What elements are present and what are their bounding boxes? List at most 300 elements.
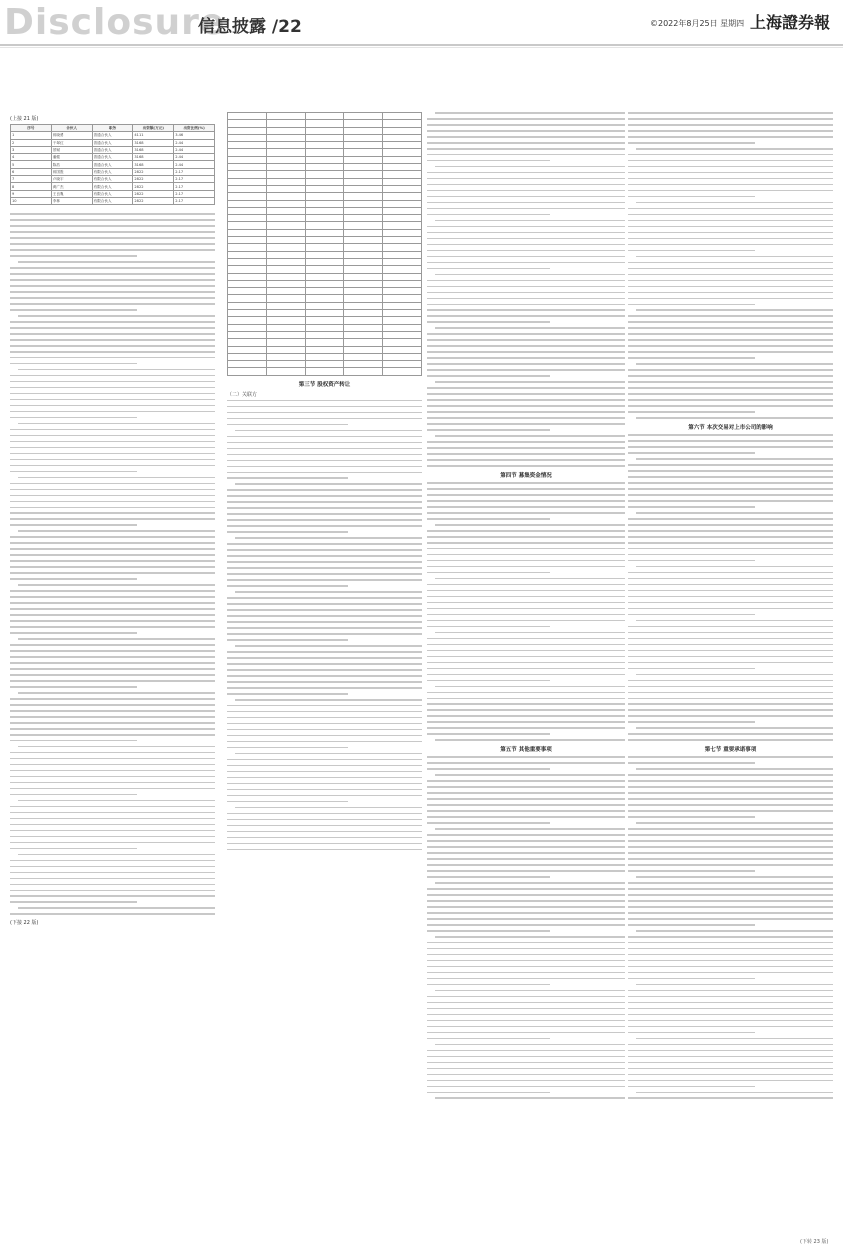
table-row	[228, 295, 422, 302]
text-line	[628, 1080, 833, 1082]
text-line	[10, 542, 215, 544]
text-line	[628, 196, 755, 198]
body-text	[427, 482, 625, 741]
text-line	[628, 292, 833, 294]
text-line	[628, 721, 755, 723]
text-line	[18, 746, 215, 748]
table-cell	[305, 331, 344, 338]
text-line	[628, 542, 833, 544]
text-line	[628, 446, 833, 448]
text-line	[628, 464, 833, 466]
table-cell	[228, 331, 267, 338]
table-cell: 普通合伙人	[92, 132, 133, 139]
text-line	[427, 614, 625, 616]
text-line	[227, 507, 422, 509]
text-line	[10, 752, 215, 754]
table-cell: 3168	[133, 161, 174, 168]
body-text	[10, 213, 215, 915]
section-heading: 第六节 本次交易对上市公司的影响	[688, 425, 773, 432]
table-cell	[266, 156, 305, 163]
text-line	[628, 1014, 833, 1016]
text-line	[227, 400, 422, 402]
text-line	[628, 1002, 833, 1004]
text-line	[10, 608, 215, 610]
table-cell	[266, 331, 305, 338]
text-line	[636, 876, 833, 878]
text-line	[628, 942, 833, 944]
text-line	[10, 339, 215, 341]
table-cell	[228, 368, 267, 375]
text-line	[628, 692, 833, 694]
text-line	[628, 112, 833, 114]
table-cell	[383, 222, 422, 229]
text-line	[628, 154, 833, 156]
text-line	[427, 190, 625, 192]
text-line	[227, 573, 422, 575]
text-line	[427, 846, 625, 848]
text-line	[628, 638, 833, 640]
text-line	[10, 524, 137, 526]
table-cell	[228, 280, 267, 287]
masthead-rule-thin	[0, 47, 843, 48]
table-row	[228, 310, 422, 317]
text-line	[227, 442, 422, 444]
text-line	[227, 777, 422, 779]
table-cell: 有限合伙人	[92, 190, 133, 197]
table-cell	[344, 164, 383, 171]
text-line	[427, 709, 625, 711]
text-line	[427, 816, 625, 818]
text-line	[427, 762, 625, 764]
text-line	[10, 285, 215, 287]
text-line	[427, 1032, 625, 1034]
text-line	[427, 363, 625, 365]
table-cell	[305, 164, 344, 171]
table-cell	[266, 339, 305, 346]
table-cell	[305, 280, 344, 287]
text-line	[427, 351, 625, 353]
table-cell	[266, 266, 305, 273]
table-cell: 10	[11, 197, 52, 204]
text-line	[10, 459, 215, 461]
text-line	[227, 436, 422, 438]
text-line	[628, 608, 833, 610]
table-cell	[344, 127, 383, 134]
table-cell	[383, 346, 422, 353]
table-cell	[344, 288, 383, 295]
text-line	[227, 687, 422, 689]
text-line	[10, 776, 215, 778]
next-page-note: (下接 22 版)	[10, 920, 39, 927]
table-cell	[344, 171, 383, 178]
table-cell: 4111	[133, 132, 174, 139]
text-line	[427, 727, 625, 729]
table-cell	[305, 237, 344, 244]
table-cell	[383, 339, 422, 346]
text-line	[427, 900, 625, 902]
text-line	[427, 954, 625, 956]
text-line	[427, 756, 625, 758]
text-line	[10, 686, 137, 688]
table-cell	[228, 258, 267, 265]
text-line	[628, 1062, 833, 1064]
text-line	[427, 244, 625, 246]
text-line	[10, 913, 215, 915]
text-line	[10, 704, 215, 706]
table-cell: 2.17	[174, 190, 215, 197]
text-line	[628, 756, 833, 758]
subsection-heading: （二）关联方	[227, 391, 258, 398]
text-line	[636, 822, 833, 824]
table-row	[228, 266, 422, 273]
table-cell: 普通合伙人	[92, 139, 133, 146]
table-cell: 王良胤	[51, 190, 92, 197]
text-line	[435, 1044, 625, 1046]
table-cell: 2.44	[174, 146, 215, 153]
text-line	[227, 621, 422, 623]
text-line	[427, 530, 625, 532]
table-cell	[344, 310, 383, 317]
text-line	[227, 669, 422, 671]
text-line	[427, 154, 625, 156]
text-line	[227, 609, 422, 611]
text-line	[227, 448, 422, 450]
text-line	[628, 900, 833, 902]
table-cell	[266, 251, 305, 258]
masthead-rule	[0, 44, 843, 46]
table-cell	[383, 237, 422, 244]
text-line	[10, 327, 215, 329]
text-line	[628, 810, 833, 812]
table-cell	[383, 200, 422, 207]
text-line	[10, 901, 137, 903]
text-line	[435, 936, 625, 938]
table-cell	[305, 193, 344, 200]
table-cell	[228, 120, 267, 127]
text-line	[227, 831, 422, 833]
text-line	[427, 1038, 550, 1040]
table-cell: 2.17	[174, 168, 215, 175]
text-line	[435, 112, 625, 114]
table-cell	[305, 113, 344, 120]
table-cell: 2.17	[174, 183, 215, 190]
text-line	[18, 854, 215, 856]
text-line	[235, 483, 422, 485]
text-line	[10, 219, 215, 221]
text-line	[427, 1008, 625, 1010]
text-line	[628, 644, 833, 646]
table-cell	[228, 164, 267, 171]
text-line	[427, 423, 625, 425]
text-line	[628, 774, 833, 776]
text-line	[427, 357, 625, 359]
table-cell	[383, 361, 422, 368]
table-cell	[305, 258, 344, 265]
text-line	[10, 405, 215, 407]
text-line	[628, 578, 833, 580]
text-line	[636, 417, 833, 419]
text-line	[227, 813, 422, 815]
text-line	[227, 837, 422, 839]
table-row	[228, 142, 422, 149]
text-line	[427, 512, 625, 514]
text-line	[628, 518, 833, 520]
table-cell	[305, 156, 344, 163]
text-line	[427, 387, 625, 389]
text-line	[628, 160, 833, 162]
table-cell	[228, 200, 267, 207]
text-line	[628, 739, 833, 741]
text-line	[628, 924, 755, 926]
text-line	[10, 279, 215, 281]
text-line	[427, 286, 625, 288]
table-cell	[383, 295, 422, 302]
text-line	[10, 267, 215, 269]
table-cell	[344, 258, 383, 265]
text-line	[10, 895, 215, 897]
table-cell	[266, 164, 305, 171]
text-line	[628, 321, 833, 323]
table-cell	[383, 266, 422, 273]
text-line	[427, 638, 625, 640]
text-line	[628, 918, 833, 920]
table-cell	[266, 149, 305, 156]
text-line	[628, 238, 833, 240]
table-cell: 9	[11, 190, 52, 197]
table-row	[11, 132, 215, 139]
table-row	[228, 280, 422, 287]
text-line	[10, 453, 215, 455]
text-line	[227, 765, 422, 767]
text-line	[427, 1074, 625, 1076]
table-cell	[305, 339, 344, 346]
text-line	[227, 466, 422, 468]
text-line	[10, 393, 215, 395]
text-line	[18, 315, 215, 317]
table-cell: 3168	[133, 146, 174, 153]
text-line	[628, 548, 833, 550]
table-cell	[344, 215, 383, 222]
table-row	[11, 176, 215, 183]
text-line	[427, 966, 625, 968]
text-line	[628, 1074, 833, 1076]
table-cell	[228, 317, 267, 324]
table-cell: 陈浩	[51, 161, 92, 168]
text-line	[628, 840, 833, 842]
text-line	[427, 650, 625, 652]
table-cell	[266, 317, 305, 324]
table-cell	[305, 229, 344, 236]
table-cell	[228, 178, 267, 185]
text-line	[227, 519, 422, 521]
text-line	[10, 872, 215, 874]
text-line	[435, 828, 625, 830]
table-row	[228, 331, 422, 338]
text-line	[10, 596, 215, 598]
table-cell	[305, 273, 344, 280]
text-line	[427, 232, 625, 234]
text-line	[10, 722, 215, 724]
text-line	[427, 369, 625, 371]
table-cell	[383, 331, 422, 338]
text-line	[427, 620, 625, 622]
text-line	[10, 842, 215, 844]
text-line	[427, 268, 550, 270]
text-line	[10, 626, 215, 628]
table-row	[228, 258, 422, 265]
text-line	[10, 554, 215, 556]
table-cell: 黄广杰	[51, 183, 92, 190]
text-line	[227, 627, 422, 629]
text-line	[427, 960, 625, 962]
text-line	[628, 828, 833, 830]
text-line	[427, 542, 625, 544]
text-line	[427, 1014, 625, 1016]
table-cell	[305, 222, 344, 229]
text-line	[628, 780, 833, 782]
text-line	[427, 250, 625, 252]
table-cell	[228, 193, 267, 200]
text-line	[628, 268, 833, 270]
text-line	[227, 759, 422, 761]
text-line	[227, 615, 422, 617]
table-row	[11, 190, 215, 197]
text-line	[636, 1038, 833, 1040]
text-line	[10, 770, 215, 772]
text-line	[435, 327, 625, 329]
text-line	[435, 578, 625, 580]
section-heading: 第四节 募集资金情况	[500, 473, 552, 480]
table-cell	[344, 331, 383, 338]
table-row	[228, 361, 422, 368]
text-line	[427, 333, 625, 335]
text-line	[227, 717, 422, 719]
text-line	[427, 321, 550, 323]
text-line	[427, 852, 625, 854]
text-line	[427, 393, 625, 395]
text-line	[628, 870, 755, 872]
text-line	[227, 663, 422, 665]
text-line	[628, 590, 833, 592]
text-line	[628, 232, 833, 234]
text-line	[427, 1056, 625, 1058]
text-line	[10, 548, 215, 550]
text-line	[427, 554, 625, 556]
table-cell	[344, 273, 383, 280]
table-cell	[228, 113, 267, 120]
text-line	[427, 792, 625, 794]
table-row	[228, 193, 422, 200]
text-line	[427, 948, 625, 950]
table-cell	[344, 361, 383, 368]
text-line	[235, 807, 422, 809]
text-line	[427, 876, 550, 878]
text-line	[636, 620, 833, 622]
text-line	[227, 657, 422, 659]
table-row	[228, 353, 422, 360]
text-line	[227, 675, 422, 677]
text-line	[427, 721, 625, 723]
table-cell	[266, 244, 305, 251]
text-line	[628, 650, 833, 652]
table-cell	[266, 178, 305, 185]
text-line	[10, 662, 215, 664]
text-line	[427, 930, 550, 932]
text-line	[628, 762, 755, 764]
text-line	[10, 830, 215, 832]
table-cell: 3168	[133, 154, 174, 161]
text-line	[427, 590, 625, 592]
text-line	[18, 530, 215, 532]
section-title: 信息披露 /22	[198, 17, 302, 37]
table-cell	[228, 346, 267, 353]
table-cell	[305, 288, 344, 295]
text-line	[10, 483, 215, 485]
text-line	[427, 834, 625, 836]
text-line	[427, 942, 625, 944]
text-line	[427, 429, 550, 431]
text-line	[636, 458, 833, 460]
text-line	[628, 280, 833, 282]
text-line	[427, 1050, 625, 1052]
text-line	[10, 674, 215, 676]
table-cell	[266, 171, 305, 178]
text-line	[227, 681, 422, 683]
text-line	[10, 740, 137, 742]
text-line	[10, 788, 215, 790]
table-cell	[344, 302, 383, 309]
table-row	[228, 120, 422, 127]
text-line	[227, 729, 422, 731]
table-cell	[305, 207, 344, 214]
text-line	[628, 381, 833, 383]
text-line	[628, 792, 833, 794]
text-line	[628, 560, 755, 562]
table-cell	[266, 324, 305, 331]
text-line	[636, 148, 833, 150]
table-header-cell: 出资额(万元)	[133, 125, 174, 132]
text-line	[628, 411, 755, 413]
text-line	[227, 747, 348, 749]
table-cell	[383, 324, 422, 331]
table-cell: 6	[11, 168, 52, 175]
text-line	[427, 840, 625, 842]
text-line	[10, 764, 215, 766]
text-line	[227, 424, 348, 426]
text-line	[227, 561, 422, 563]
text-line	[628, 214, 833, 216]
text-line	[427, 441, 625, 443]
text-line	[628, 130, 833, 132]
table-row	[228, 288, 422, 295]
text-line	[427, 996, 625, 998]
text-line	[10, 489, 215, 491]
text-line	[628, 339, 833, 341]
text-line	[227, 603, 422, 605]
table-row	[228, 324, 422, 331]
text-line	[235, 699, 422, 701]
table-cell	[228, 251, 267, 258]
table-row	[11, 146, 215, 153]
text-line	[227, 495, 422, 497]
text-line	[227, 789, 422, 791]
text-line	[427, 870, 625, 872]
table-cell	[305, 317, 344, 324]
text-line	[636, 727, 833, 729]
text-line	[427, 572, 550, 574]
table-row	[228, 273, 422, 280]
table-row	[228, 178, 422, 185]
